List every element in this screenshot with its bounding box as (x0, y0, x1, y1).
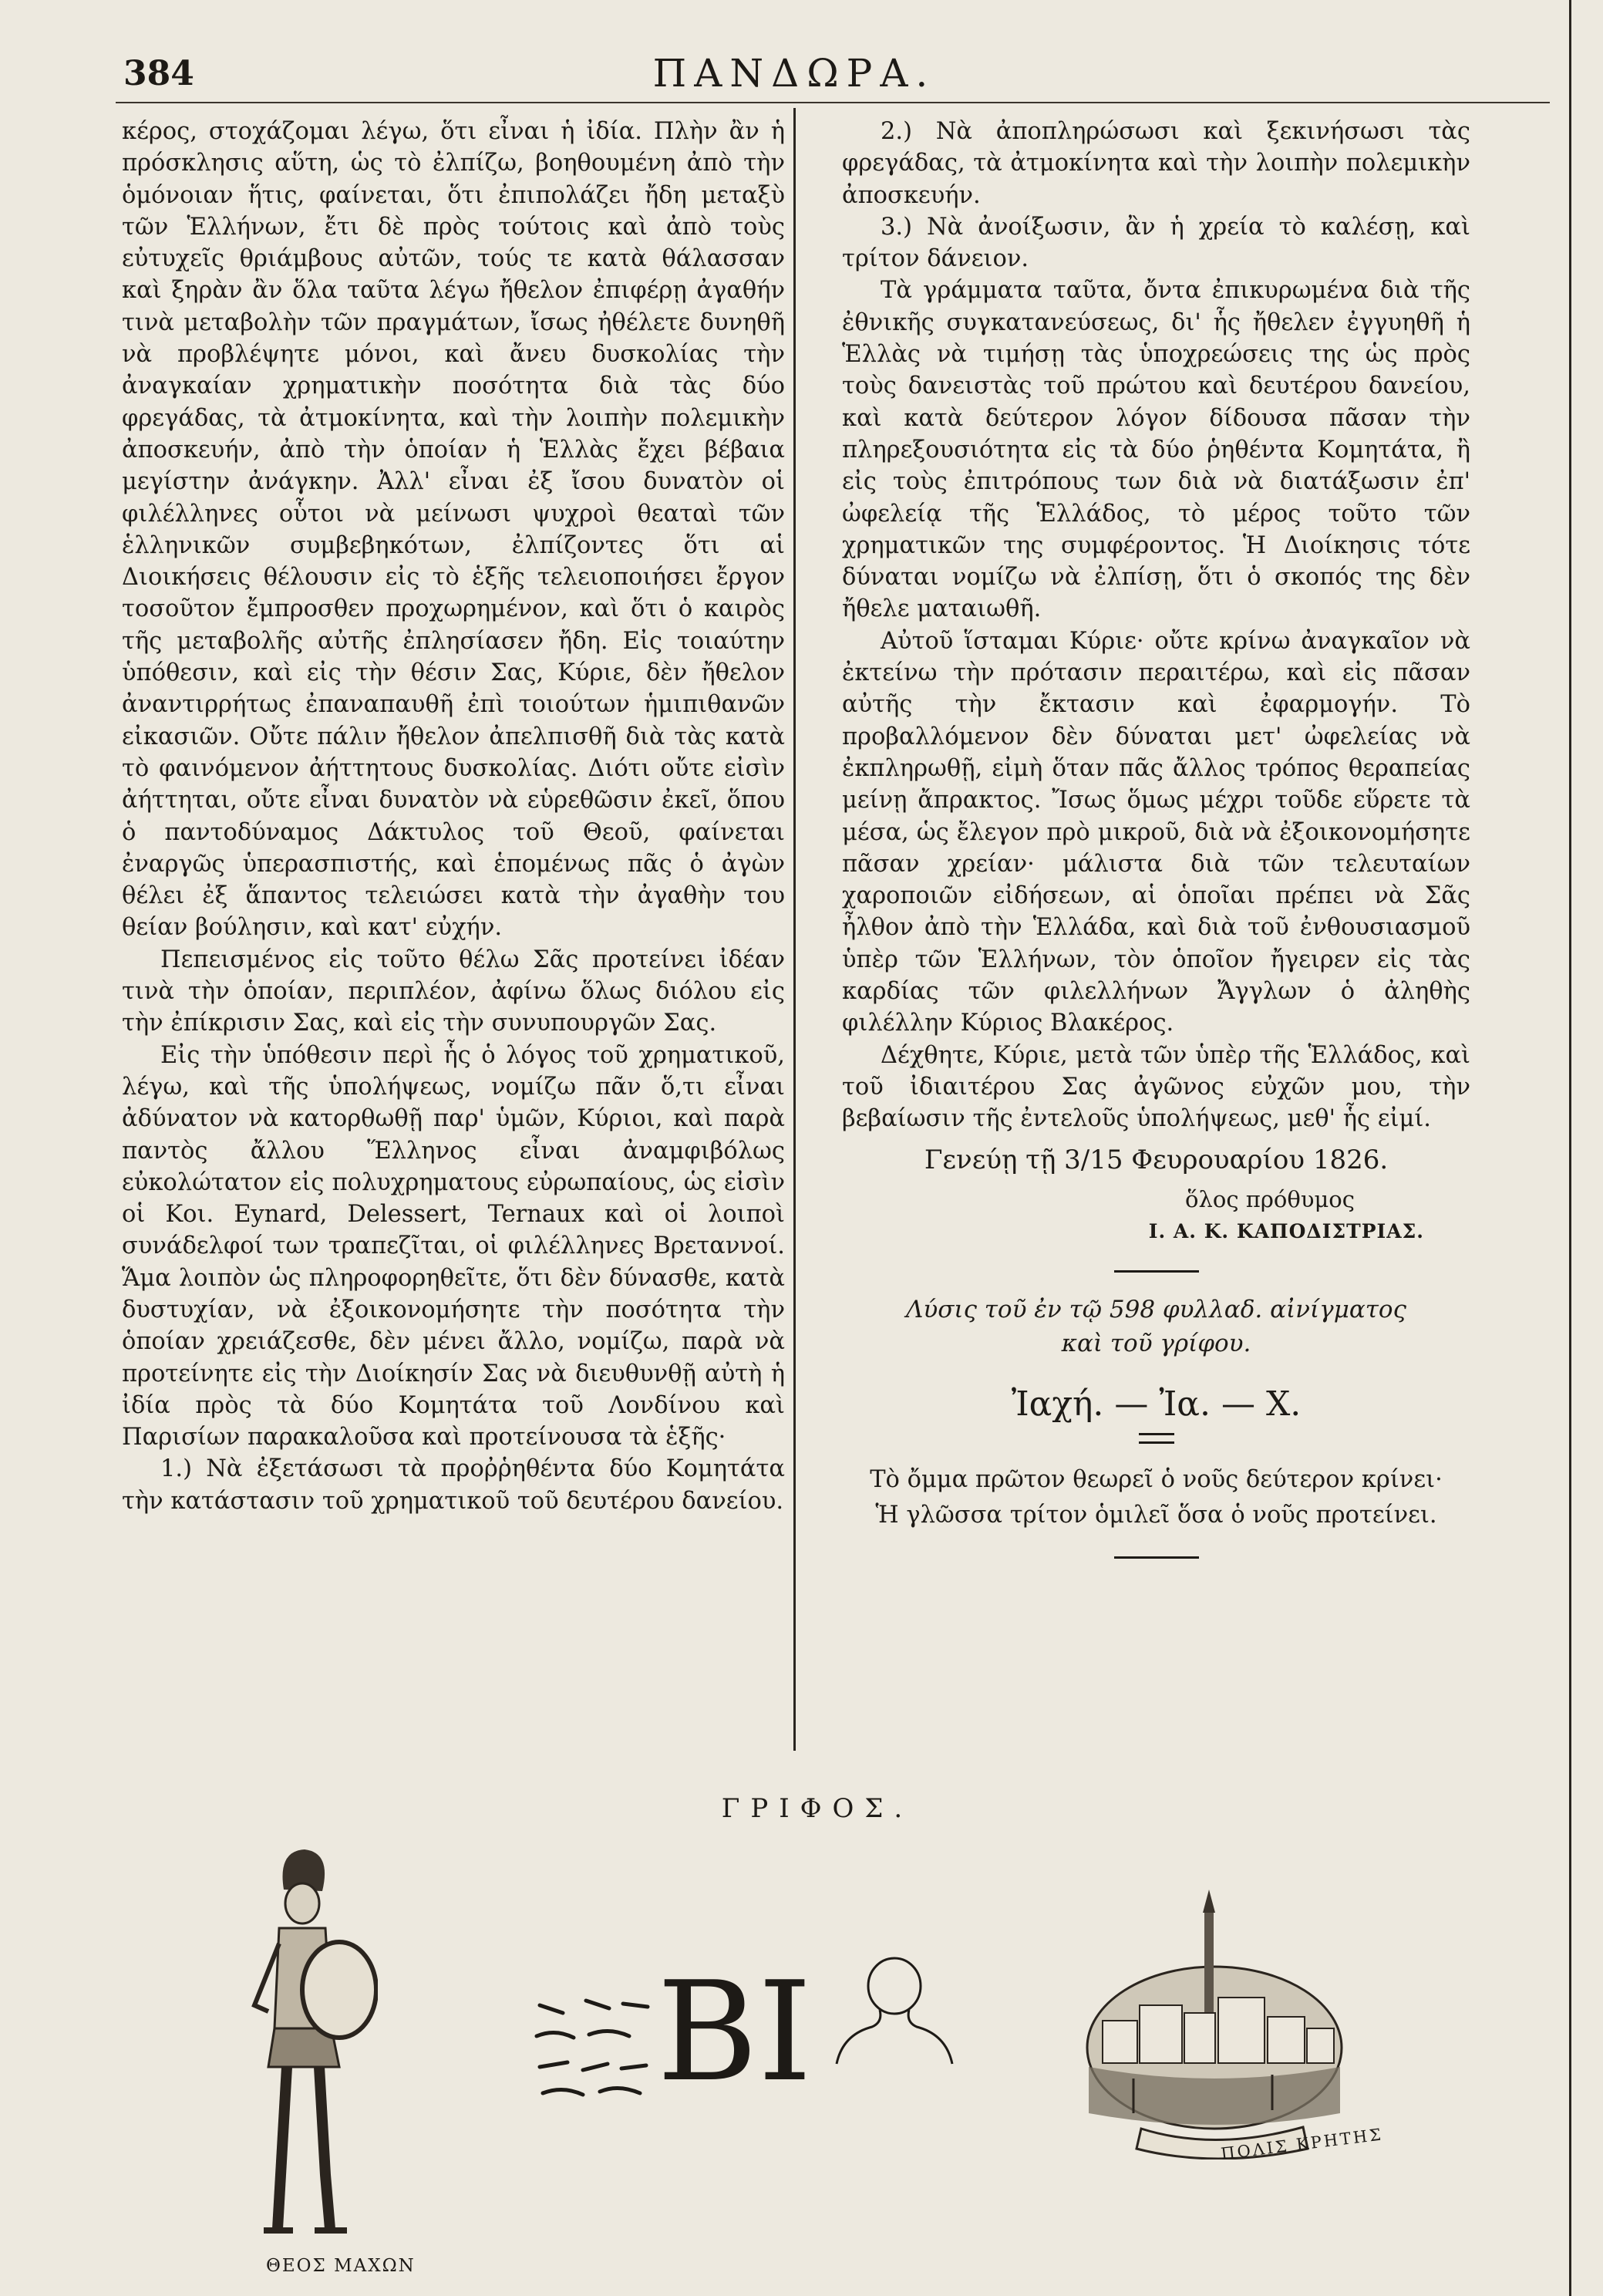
city-of-crete-illustration (1072, 1882, 1357, 2159)
left-column (122, 116, 785, 1517)
riddle-line-2: Ἡ γλῶσσα τρίτον ὁμιλεῖ ὅσα ὁ νοῦς προτείνει. (875, 1501, 1437, 1529)
bust-outline-icon (829, 1951, 960, 2067)
letter-closing: ὅλος πρόθυμος (1185, 1185, 1355, 1212)
right-paragraph-2: 3.) Νὰ ἀνοίξωσιν, ἂν ἡ χρεία τὸ καλέσῃ, καὶ τρίτον δάνειον. (842, 213, 1470, 273)
page-edge-rule (1569, 0, 1571, 2296)
closing-rule (1114, 1556, 1199, 1559)
solution-answer: Ἰαχή. — Ἰα. — Χ. (1011, 1384, 1302, 1424)
letter-dateline: Γενεύῃ τῇ 3/15 Φευρουαρίου 1826. (924, 1144, 1389, 1175)
riddle-marks-icon (532, 1990, 655, 2106)
running-title: ΠΑΝΔΩΡΑ. (652, 51, 936, 96)
left-paragraph-4: 1.) Νὰ ἐξετάσωσι τὰ προῤῥηθέντα δύο Κομητάτα τὴν κατάστασιν τοῦ χρηματικοῦ τοῦ δευτέρου δανείου. (122, 1455, 785, 1515)
column-divider (793, 108, 796, 1751)
page-number: 384 (123, 54, 194, 93)
right-paragraph-4: Αὐτοῦ ἵσταμαι Κύριε· οὔτε κρίνω ἀναγκαῖον νὰ ἐκτείνω τὴν πρότασιν περαιτέρω, καὶ εἰς πᾶσαν αὐτῆς τὴν ἔκτασιν καὶ ἐφαρμογήν. Τὸ προβαλλόμενον δὲν δύναται μετ' ὠφελείας νὰ ἐκπληρωθῇ, εἰμὴ ὅταν πᾶς ἄλλος τρόπος θεραπείας μείνῃ ἄπρακτος. Ἴσως ὅμως μέχρι τοῦδε εὕρετε τὰ μέσα, ὡς ἔλεγον πρὸ μικροῦ, διὰ νὰ ἐξοικονομήσητε πᾶσαν χρείαν· μάλιστα διὰ τῶν τελευταίων χαροποιῶν εἰδήσεων, αἱ ὁποῖαι πρέπει νὰ Σᾶς ἦλθον ἀπὸ τὴν Ἑλλάδα, καὶ διὰ τοῦ ἐνθουσιασμοῦ ὑπὲρ τῶν Ἑλλήνων, τὸν ὁποῖον ἤγειρεν εἰς τὰς καρδίας τῶν φιλελλήνων Ἄγγλων ὁ ἀληθὴς φιλέλλην Κύριος Βλακέρος. (842, 627, 1470, 1037)
header-rule (116, 102, 1550, 103)
right-paragraph-1: 2.) Νὰ ἀποπληρώσωσι καὶ ξεκινήσωσι τὰς φρεγάδας, τὰ ἀτμοκίνητα καὶ τὴν λοιπὴν πολεμικὴν ἀποσκευήν. (842, 118, 1470, 209)
griphos-title: ΓΡΙΦΟΣ. (721, 1793, 914, 1824)
section-rule (1114, 1270, 1199, 1273)
warrior-illustration (224, 1836, 378, 2252)
city-caption: ΠΟΛΙΣ ΚΡΗΤΗΣ (1220, 2125, 1385, 2163)
riddle-letters: BI (657, 1952, 813, 2112)
riddle-line-1: Τὸ ὄμμα πρῶτον θεωρεῖ ὁ νοῦς δεύτερον κρίνει· (870, 1465, 1443, 1493)
letter-signature: Ι. Α. Κ. ΚΑΠΟΔΙΣΤΡΙΑΣ. (1148, 1220, 1424, 1243)
left-paragraph-3: Εἰς τὴν ὑπόθεσιν περὶ ἧς ὁ λόγος τοῦ χρηματικοῦ, λέγω, καὶ τῆς ὑπολήψεως, νομίζω πᾶν ὅ,τι εἶναι ἀδύνατον νὰ κατορθωθῇ παρ' ὑμῶν, Κύριοι, καὶ παρὰ παντὸς ἄλλου Ἕλληνος εἶναι ἀναμφιβόλως εὐκολώτατον εἰς πολυχρηματους εὐρωπαίους, ὡς εἰσὶν οἱ Κοι. Eynard, Delessert, Ternaux καὶ οἱ λοιποὶ συνάδελφοί των τραπεζῖται, οἱ φιλέλληνες Βρεταννοί. Ἅμα λοιπὸν ὡς πληροφορηθεῖτε, ὅτι δὲν δύνασθε, κατὰ δυστυχίαν, νὰ ἐξοικονομήσητε τὴν ποσότητα τὴν ὁποίαν χρειάζεσθε, δὲν μένει ἄλλο, νομίζω, παρὰ νὰ προτείνητε εἰς τὴν Διοίκησίν Σας νὰ διευθυνθῇ αὐτὴ ἡ ἰδία πρὸς τὰ δύο Κομητάτα τοῦ Λονδίνου καὶ Παρισίων παρακαλοῦσα καὶ προτείνουσα τὰ ἑξῆς· (122, 1041, 785, 1451)
solution-heading-line-2: καὶ τοῦ γρίφου. (1061, 1330, 1251, 1358)
right-paragraph-3: Τὰ γράμματα ταῦτα, ὄντα ἐπικυρωμένα διὰ τῆς ἐθνικῆς συγκατανεύσεως, δι' ἧς ἤθελεν ἐγγυηθῆ ἡ Ἑλλὰς νὰ τιμήσῃ τὰς ὑποχρεώσεις της ὡς πρὸς τοὺς δανειστὰς τοῦ πρώτου καὶ δευτέρου δανείου, καὶ κατὰ δεύτερον λόγον δίδουσα πᾶσαν τὴν πληρεξουσιότητα εἰς τὰ δύο ῥηθέντα Κομητάτα, ἢ εἰς τοὺς ἐπιτρόπους των διὰ νὰ διατάξωσιν ἐπ' ὠφελείᾳ τῆς Ἑλλάδος, τὸ μέρος τοῦτο τῶν χρηματικῶν της συμφέροντος. Ἡ Διοίκησις τότε δύναται νομίζω νὰ ἐλπίσῃ, ὅτι ὁ σκοπός της δὲν ἤθελε ματαιωθῆ. (842, 277, 1470, 623)
right-paragraph-5: Δέχθητε, Κύριε, μετὰ τῶν ὑπὲρ τῆς Ἑλλάδος, καὶ τοῦ ἰδιαιτέρου Σας ἀγῶνος εὐχῶν μου, τὴν βεβαίωσιν τῆς ἐντελοῦς ὑπολήψεως, μεθ' ἧς εἰμί. (842, 1041, 1470, 1133)
right-column (842, 116, 1470, 1559)
double-rule (1139, 1433, 1174, 1444)
warrior-caption: ΘΕΟΣ ΜΑΧΩΝ (266, 2256, 416, 2276)
left-paragraph-1: κέρος, στοχάζομαι λέγω, ὅτι εἶναι ἡ ἰδία. Πλὴν ἂν ἡ πρόσκλησις αὕτη, ὡς τὸ ἐλπίζω, βοηθουμένη ἀπὸ τὴν ὁμόνοιαν ἥτις, φαίνεται, ὅτι ἐπιπολάζει ἤδη μεταξὺ τῶν Ἑλλήνων, ἔτι δὲ πρὸς τούτοις καὶ ἀπὸ τοὺς εὐτυχεῖς θριάμβους αὐτῶν, τούς τε κατὰ θάλασσαν καὶ ξηρὰν ἂν ὅλα ταῦτα λέγω ἤθελον ἐπιφέρῃ ἀγαθήν τινὰ μεταβολὴν τῶν πραγμάτων, ἴσως ἠθέλετε δυνηθῆ νὰ προβλέψητε μόνοι, καὶ ἄνευ δυσκολίας τὴν ἀναγκαίαν χρηματικὴν ποσότητα διὰ τὰς δύο φρεγάδας, τὰ ἀτμοκίνητα, καὶ τὴν λοιπὴν πολεμικὴν ἀποσκευήν, ἀπὸ τὴν ὁποίαν ἡ Ἑλλὰς ἔχει βέβαια μεγίστην ἀνάγκην. Ἀλλ' εἶναι ἐξ ἴσου δυνατὸν οἱ φιλέλληνες οὗτοι νὰ μείνωσι ψυχροὶ θεαταὶ τῶν ἑλληνικῶν συμβεβηκότων, ἐλπίζοντες ὅτι αἱ Διοικήσεις θέλουσιν εἰς τὸ ἑξῆς τελειοποιήσει ἔργον τοσοῦτον ἔμπροσθεν προχωρημένον, καὶ ὅτι ὁ καιρὸς τῆς μεταβολῆς αὐτῆς ἐπλησίασεν ἤδη. Εἰς τοιαύτην ὑπόθεσιν, καὶ εἰς τὴν θέσιν Σας, Κύριε, δὲν ἤθελον ἀναντιρρήτως ἐπαναπαυθῆ ἐπὶ τοιούτων ἡμιπιθανῶν εἰκασιῶν. Οὔτε πάλιν ἤθελον ἀπελπισθῆ διὰ τὰς κατὰ τὸ φαινόμενον ἀήττητους δυσκολίας. Διότι οὔτε εἰσὶν ἀήττηται, οὔτε εἶναι δυνατὸν νὰ εὑρεθῶσιν ἐκεῖ, ὅπου ὁ παντοδύναμος Δάκτυλος τοῦ Θεοῦ, φαίνεται ἐναργῶς ὑπερασπιστής, καὶ ἑπομένως πᾶς ὁ ἀγὼν θέλει ἐξ ἅπαντος τελειώσει κατὰ τὴν ἀγαθὴν του θείαν βούλησιν, καὶ κατ' εὐχήν. (122, 118, 785, 942)
left-paragraph-2: Πεπεισμένος εἰς τοῦτο θέλω Σᾶς προτείνει ἰδέαν τινὰ τὴν ὁποίαν, περιπλέον, ἀφίνω ὅλως διόλου εἰς τὴν ἐπίκρισιν Σας, καὶ εἰς τὴν συνυπουργῶν Σας. (122, 946, 785, 1037)
solution-heading-line-1: Λύσις τοῦ ἐν τῷ 598 φυλλαδ. αἰνίγματος (906, 1296, 1406, 1324)
